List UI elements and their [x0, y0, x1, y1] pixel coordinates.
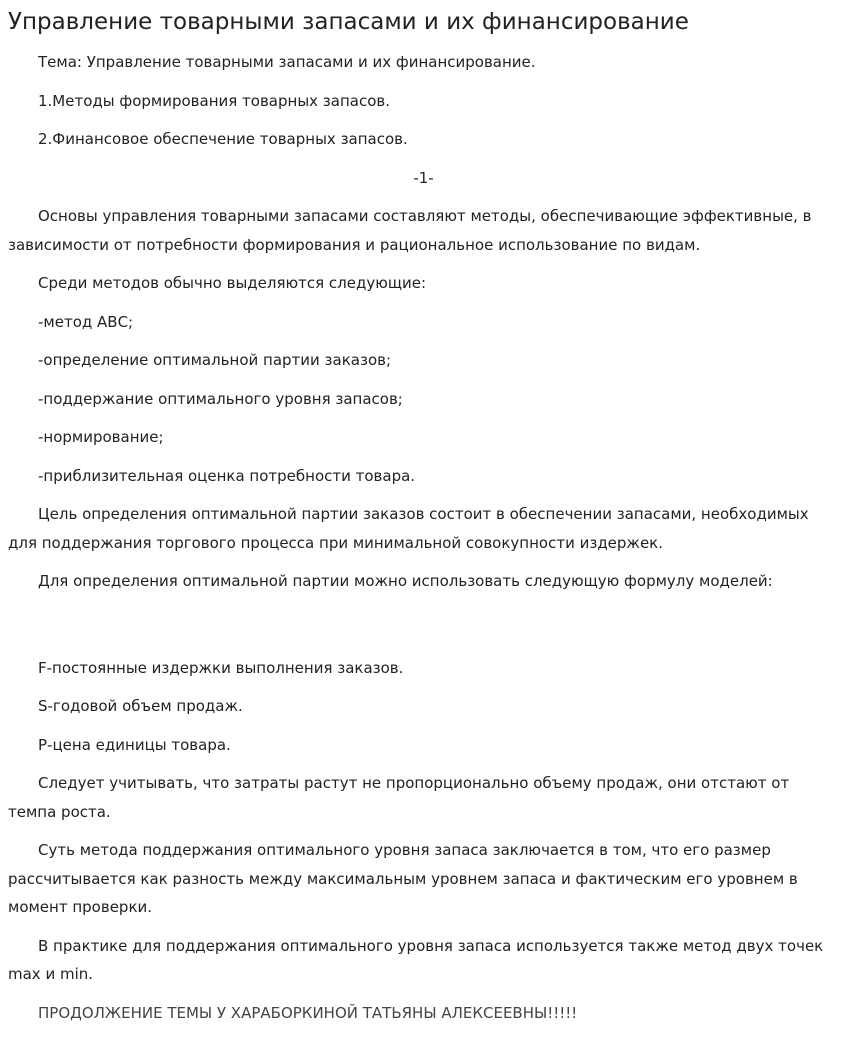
- definition-s: S-годовой объем продаж.: [38, 697, 243, 715]
- formula-placeholder: [8, 606, 839, 654]
- definition-p: Р-цена единицы товара.: [38, 735, 231, 754]
- paragraph-costs: Следует учитывать, что затраты растут не пропорционально объему продаж, они отстают от темпа роста.: [8, 774, 790, 821]
- paragraph-topic: Тема: Управление товарными запасами и их финансирование.: [38, 53, 536, 71]
- list-item: -поддержание оптимального уровня запасов;: [38, 389, 403, 408]
- paragraph-item-2: 2.Финансовое обеспечение товарных запасов.: [38, 130, 408, 148]
- list-item: -приблизительная оценка потребности товара.: [38, 466, 416, 485]
- paragraph-goal: Цель определения оптимальной партии заказов состоит в обеспечении запасами, необходимых для поддержания торгового процесса при минимальной совокупности издержек.: [8, 505, 809, 552]
- list-item: -метод АВС;: [38, 312, 134, 331]
- page-title: Управление товарными запасами и их финансирование: [8, 9, 689, 35]
- section-number: -1-: [413, 168, 434, 187]
- paragraph-formula-intro: Для определения оптимальной партии можно использовать следующую формулу моделей:: [38, 572, 773, 590]
- list-item: -нормирование;: [38, 428, 164, 446]
- paragraph-methods-heading: Среди методов обычно выделяются следующие:: [38, 274, 427, 292]
- paragraph-item-1: 1.Методы формирования товарных запасов.: [38, 91, 391, 110]
- list-item: -определение оптимальной партии заказов;: [38, 351, 392, 369]
- paragraph-intro: Основы управления товарными запасами составляют методы, обеспечивающие эффективные, в зависимости от потребности формирования и рациональное использование по видам.: [8, 207, 812, 254]
- continuation-note: ПРОДОЛЖЕНИЕ ТЕМЫ У ХАРАБОРКИНОЙ ТАТЬЯНЫ АЛЕКСЕЕВНЫ!!!!!: [38, 1003, 578, 1022]
- paragraph-two-points: В практике для поддержания оптимального уровня запаса используется также метод двух точек max и min.: [8, 936, 824, 983]
- definition-f: F-постоянные издержки выполнения заказов.: [38, 658, 404, 677]
- paragraph-method-essence: Суть метода поддержания оптимального уровня запаса заключается в том, что его размер рассчитывается как разность между максимальным уровнем запаса и фактическим его уровнем в момент проверки.: [8, 841, 798, 916]
